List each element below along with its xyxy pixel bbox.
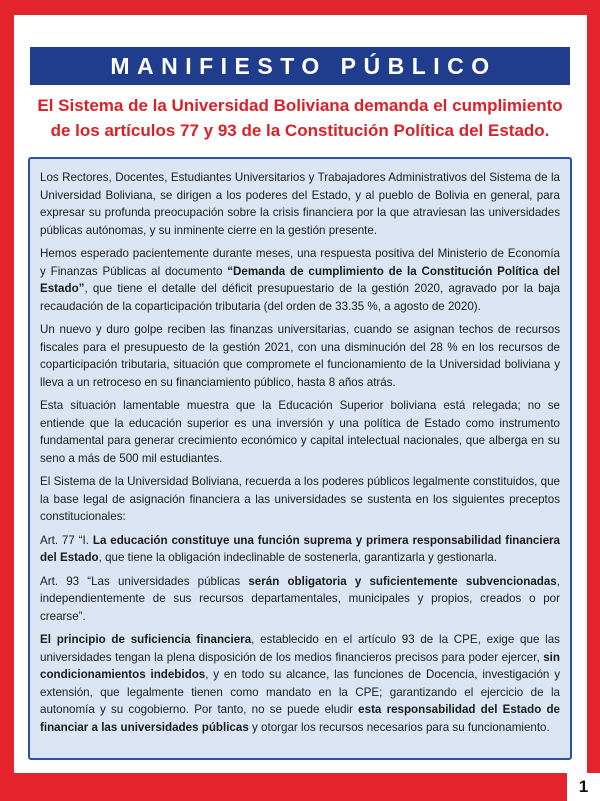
paragraph-text: Art. 77 “I. bbox=[40, 533, 93, 547]
paragraph-financial-sufficiency bbox=[40, 631, 560, 736]
subtitle bbox=[14, 93, 586, 143]
paragraph-budget-cut: Un nuevo y duro golpe reciben las finanzas universitarias, cuando se asignan techos de recursos fiscales para el presupuesto de la gestión 2021, con una disminución del 28 % en los recursos de coparticipación tributaria, situación que compromete el funcionamiento de la Universidad boliviana y lleva a un retroceso en su financiamiento público, hasta 8 años atrás. bbox=[40, 323, 560, 389]
paragraph-higher-education: Esta situación lamentable muestra que la Educación Superior boliviana está relegada; no se entiende que la educación superior es una inversión y una política de Estado como instrumento fundamental para generar crecimiento económico y capital intelectual nacionales, que alberga en su seno a más de 500 mil estudiantes. bbox=[40, 399, 560, 465]
paragraph-article-93 bbox=[40, 573, 560, 626]
paragraph-emphasis: La educación constituye una función suprema y primera responsabilidad financiera del Estado bbox=[40, 533, 561, 564]
manifesto-body bbox=[28, 157, 572, 760]
paragraph-text: , establecido en el artículo 93 de la CPE, exige que las universidades tengan la plena disposición de los medios financieros precisos para poder ejercer, bbox=[40, 633, 560, 664]
page-title: MANIFIESTO PÚBLICO bbox=[110, 53, 497, 79]
paragraph-text: Art. 93 “Las universidades públicas bbox=[40, 574, 249, 588]
paragraph-text: , que tiene el detalle del déficit presupuestario de la gestión 2020, agravado por la baja recaudación de la coparticipación tributaria (del orden de 33.35 %, a agosto de 2020). bbox=[40, 282, 560, 313]
paragraph-text: Hemos esperado pacientemente durante meses, una respuesta positiva del Ministerio de Economía y Finanzas Públicas al documento bbox=[40, 247, 560, 278]
paragraph-emphasis: sin condicionamientos indebidos bbox=[40, 650, 560, 681]
title-banner bbox=[30, 47, 570, 85]
red-frame-left bbox=[0, 0, 14, 801]
paragraph-legal-basis: El Sistema de la Universidad Boliviana, recuerda a los poderes públicos legalmente constituidos, que la base legal de asignación financiera a las universidades se sustenta en los siguientes preceptos constitucionales: bbox=[40, 475, 560, 523]
paragraph-emphasis: esta responsabilidad del Estado de financiar a las universidades públicas bbox=[40, 703, 560, 734]
paragraph-text: , y en todo su alcance, las funciones de Docencia, investigación y extensión, que legalmente tienen como mandato en la CPE; garantizando el ejercicio de la autonomía y su cogobierno. Por tanto, no se puede eludir bbox=[40, 668, 560, 716]
paragraph-text: , independientemente de sus recursos departamentales, municipales y propios, creados o por crearse”. bbox=[40, 574, 560, 623]
paragraph-intro: Los Rectores, Docentes, Estudiantes Universitarios y Trabajadores Administrativos del Sistema de la Universidad Boliviana, se dirigen a los poderes del Estado, y al pueblo de Bolivia en general, para expresar su profunda preocupación sobre la crisis financiera por la que atraviesan las universidades públicas autónomas, y su inminente cierre en la gestión presente. bbox=[40, 171, 560, 237]
red-frame-bottom bbox=[0, 773, 567, 801]
page-number: 1 bbox=[578, 777, 589, 796]
paragraph-emphasis: “Demanda de cumplimiento de la Constitución Política del Estado” bbox=[40, 264, 560, 295]
paragraph-ministry-request bbox=[40, 245, 560, 315]
subtitle-line-1: El Sistema de la Universidad Boliviana demanda el cumplimiento bbox=[37, 96, 563, 115]
red-frame-right bbox=[587, 0, 600, 773]
paragraph-emphasis: serán obligatoria y suficientemente subvencionadas bbox=[248, 574, 557, 588]
paragraph-emphasis: El principio de suficiencia financiera bbox=[40, 633, 252, 646]
paragraph-text: , que tiene la obligación indeclinable de sostenerla, garantizarla y gestionarla. bbox=[98, 551, 497, 564]
paragraph-article-77 bbox=[40, 532, 560, 567]
red-frame-top bbox=[0, 0, 600, 15]
subtitle-line-2: de los artículos 77 y 93 de la Constitución Política del Estado. bbox=[50, 121, 550, 140]
paragraph-text: y otorgar los recursos necesarios para su funcionamiento. bbox=[248, 720, 550, 734]
